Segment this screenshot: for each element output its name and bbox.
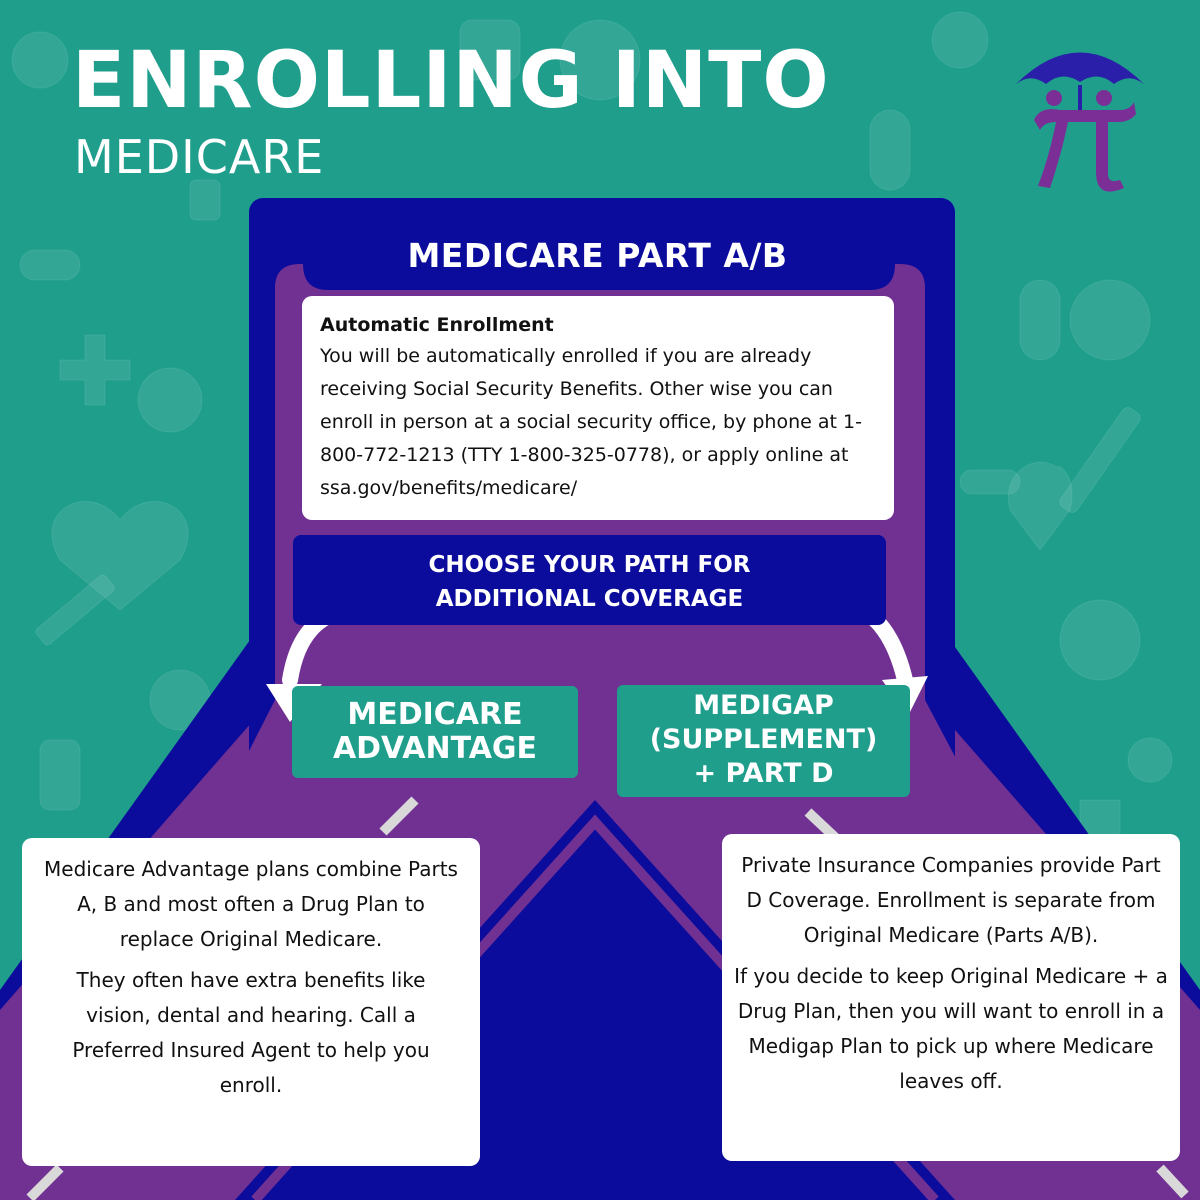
choose-path-banner (293, 535, 886, 625)
advantage-info-card (22, 838, 480, 1166)
medicare-advantage-option (292, 686, 578, 778)
medigap-option (617, 685, 910, 797)
page-subtitle: MEDICARE (74, 130, 325, 184)
medigap-line3: + PART D (693, 758, 834, 789)
automatic-enrollment-card (302, 296, 894, 520)
part-ab-title: MEDICARE PART A/B (407, 236, 788, 275)
advantage-info-paragraph-1: Medicare Advantage plans combine Parts A, B and most often a Drug Plan to replace Original Medicare. (44, 857, 458, 951)
automatic-enrollment-text: You will be automatically enrolled if you are already receiving Social Security Benefits. Other wise you can enroll in person at a social security office, by phone at 1-800-772-1213 (TTY 1-800-325-0778), or apply online at ssa.gov/benefits/medicare/ (320, 345, 862, 499)
automatic-enrollment-heading: Automatic Enrollment (320, 314, 554, 336)
choose-path-line1: CHOOSE YOUR PATH FOR (428, 552, 751, 578)
choose-path-line2: ADDITIONAL COVERAGE (435, 586, 744, 612)
medigap-info-paragraph-2: If you decide to keep Original Medicare + a Drug Plan, then you will want to enroll in a Medigap Plan to pick up where Medicare leaves off. (734, 964, 1168, 1093)
advantage-line2: ADVANTAGE (332, 731, 538, 766)
medigap-line1: MEDIGAP (693, 690, 834, 721)
advantage-line1: MEDICARE (347, 697, 523, 732)
advantage-info-paragraph-2: They often have extra benefits like vision, dental and hearing. Call a Preferred Insured Agent to help you enroll. (72, 968, 430, 1097)
medigap-line2: (SUPPLEMENT) (649, 724, 878, 755)
medigap-info-card (722, 834, 1180, 1161)
medigap-info-paragraph-1: Private Insurance Companies provide Part D Coverage. Enrollment is separate from Original Medicare (Parts A/B). (741, 853, 1161, 947)
page-title: ENROLLING INTO (72, 36, 830, 126)
